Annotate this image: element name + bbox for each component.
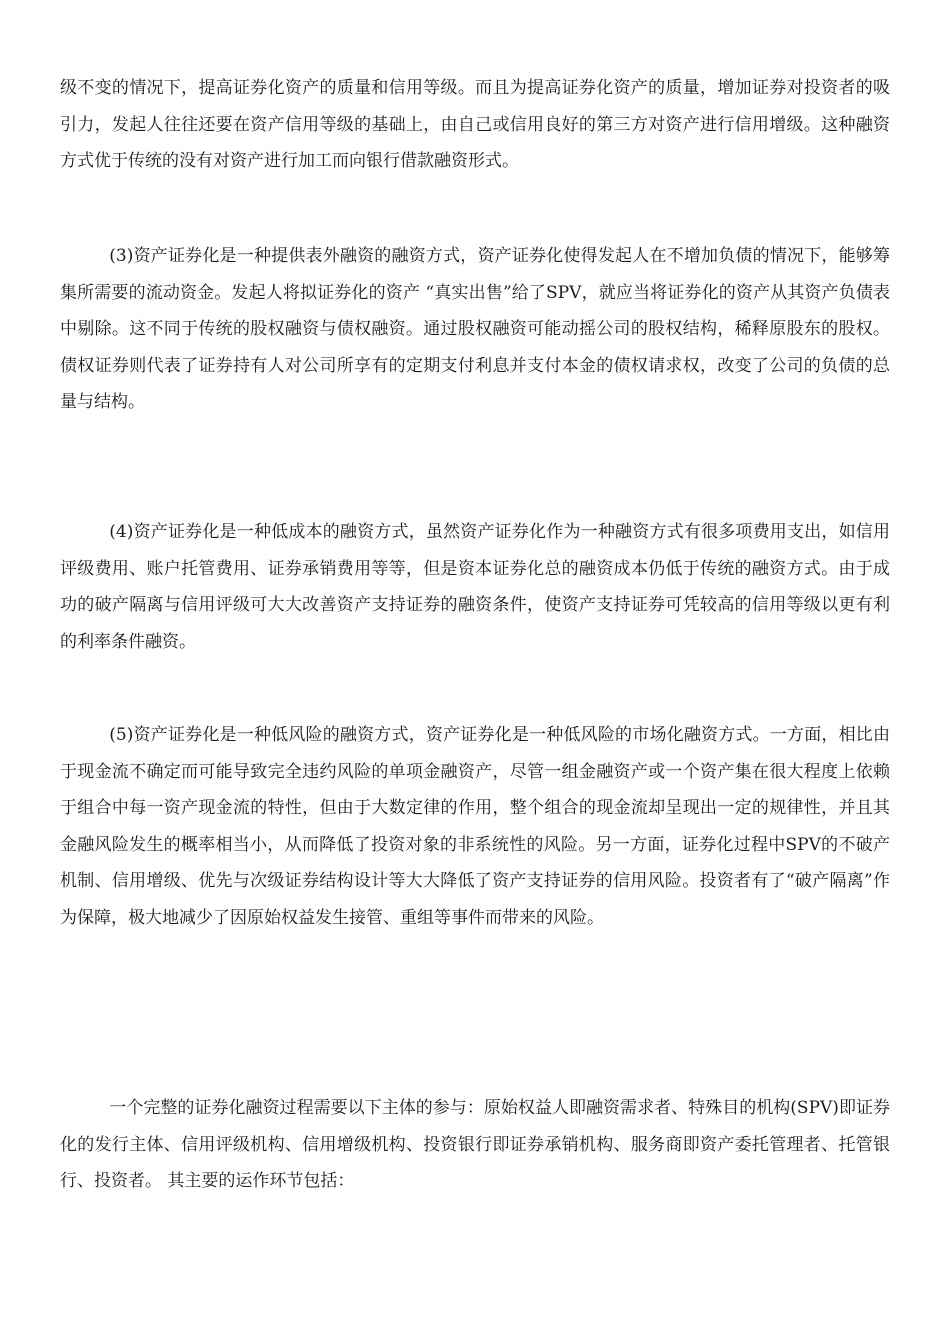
paragraph-point-4: (4)资产证券化是一种低成本的融资方式，虽然资产证券化作为一种融资方式有很多项费用支出，如信用评级费用、账户托管费用、证券承销费用等等，但是资本证券化总的融资成本仍低于传统的融资方式。由于成功的破产隔离与信用评级可大大改善资产支持证券的融资条件，使资产支持证券可凭较高的信用等级以更有利的利率条件融资。 [60, 522, 890, 652]
paragraph-participants: 一个完整的证券化融资过程需要以下主体的参与：原始权益人即融资需求者、特殊目的机构(SPV)即证券化的发行主体、信用评级机构、信用增级机构、投资银行即证券承销机构、服务商即资产委托管理者、托管银行、投资者。 其主要的运作环节包括： [60, 1098, 890, 1192]
paragraph-point-3: (3)资产证券化是一种提供表外融资的融资方式，资产证券化使得发起人在不增加负债的情况下，能够筹集所需要的流动资金。发起人将拟证券化的资产 “真实出售”给了SPV，就应当将证券化的资产从其资产负债表中剔除。这不同于传统的股权融资与债权融资。通过股权融资可能动摇公司的股权结构，稀释原股东的股权。债权证券则代表了证券持有人对公司所享有的定期支付利息并支付本金的债权请求权，改变了公司的负债的总量与结构。 [60, 246, 890, 413]
paragraph-point-5: (5)资产证券化是一种低风险的融资方式，资产证券化是一种低风险的市场化融资方式。一方面，相比由于现金流不确定而可能导致完全违约风险的单项金融资产，尽管一组金融资产或一个资产集在很大程度上依赖于组合中每一资产现金流的特性，但由于大数定律的作用，整个组合的现金流却呈现出一定的规律性，并且其金融风险发生的概率相当小，从而降低了投资对象的非系统性的风险。另一方面，证券化过程中SPV的不破产机制、信用增级、优先与次级证券结构设计等大大降低了资产支持证券的信用风险。投资者有了“破产隔离”作为保障，极大地减少了因原始权益发生接管、重组等事件而带来的风险。 [60, 725, 890, 928]
paragraph-continued: 级不变的情况下，提高证券化资产的质量和信用等级。而且为提高证券化资产的质量，增加证券对投资者的吸引力，发起人往往还要在资产信用等级的基础上，由自己或信用良好的第三方对资产进行信用增级。这种融资方式优于传统的没有对资产进行加工而向银行借款融资形式。 [60, 78, 890, 172]
